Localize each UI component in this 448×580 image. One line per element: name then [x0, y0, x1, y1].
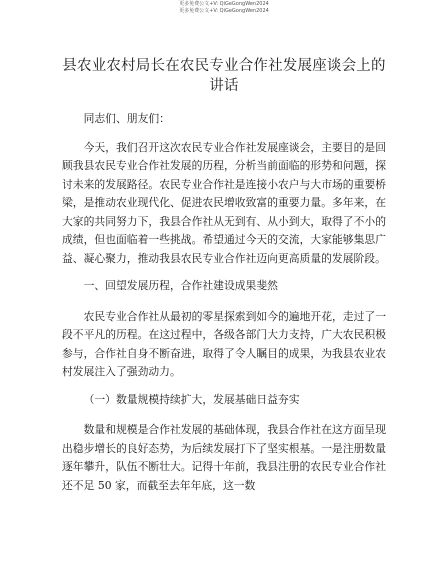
document-title: 县农业农村局长在农民专业合作社发展座谈会上的讲话: [62, 58, 386, 94]
watermark-line-2: 更多免费公文+V: QiGeGongWen2024: [179, 8, 269, 14]
watermark-line-1: 更多免费公文+V: QiGeGongWen2024: [179, 1, 269, 7]
watermark: [0, 0, 448, 15]
intro-paragraph: 今天，我们召开这次农民专业合作社发展座谈会，主要目的是回顾我县农民专业合作社发展的历程，分析当前面临的形势和问题，探讨未来的发展路径。农民专业合作社是连接小农户与大市场的重要桥梁，是推动农业现代化、促进农民增收致富的重要力量。多年来，在大家的共同努力下，我县合作社从无到有、从小到大，取得了不小的成绩，但也面临着一些挑战。希望通过今天的交流，大家能够集思广益、凝心聚力，推动我县农民专业合作社迈向更高质量的发展阶段。: [62, 140, 386, 265]
subsection-1-body: 数量和规模是合作社发展的基础体现，我县合作社在这方面呈现出稳步增长的良好态势，为后续发展打下了坚实根基。一是注册数量逐年攀升，队伍不断壮大。记得十年前，我县注册的农民专业合作社还不足 50 家，而截至去年年底，这一数: [62, 423, 386, 492]
document-page: [62, 56, 386, 495]
subsection-1-heading: （一）数量规模持续扩大，发展基础日益夯实: [83, 392, 300, 406]
section-1-body: 农民专业合作社从最初的零星探索到如今的遍地开花，走过了一段不平凡的历程。在这过程中，各级各部门大力支持，广大农民积极参与，合作社自身不断奋进，取得了令人瞩目的成果，为我县农业农村发展注入了强劲动力。: [62, 309, 386, 378]
section-1-heading: 一、回望发展历程，合作社建设成果斐然: [83, 279, 278, 292]
salutation: 同志们、朋友们：: [83, 112, 170, 125]
